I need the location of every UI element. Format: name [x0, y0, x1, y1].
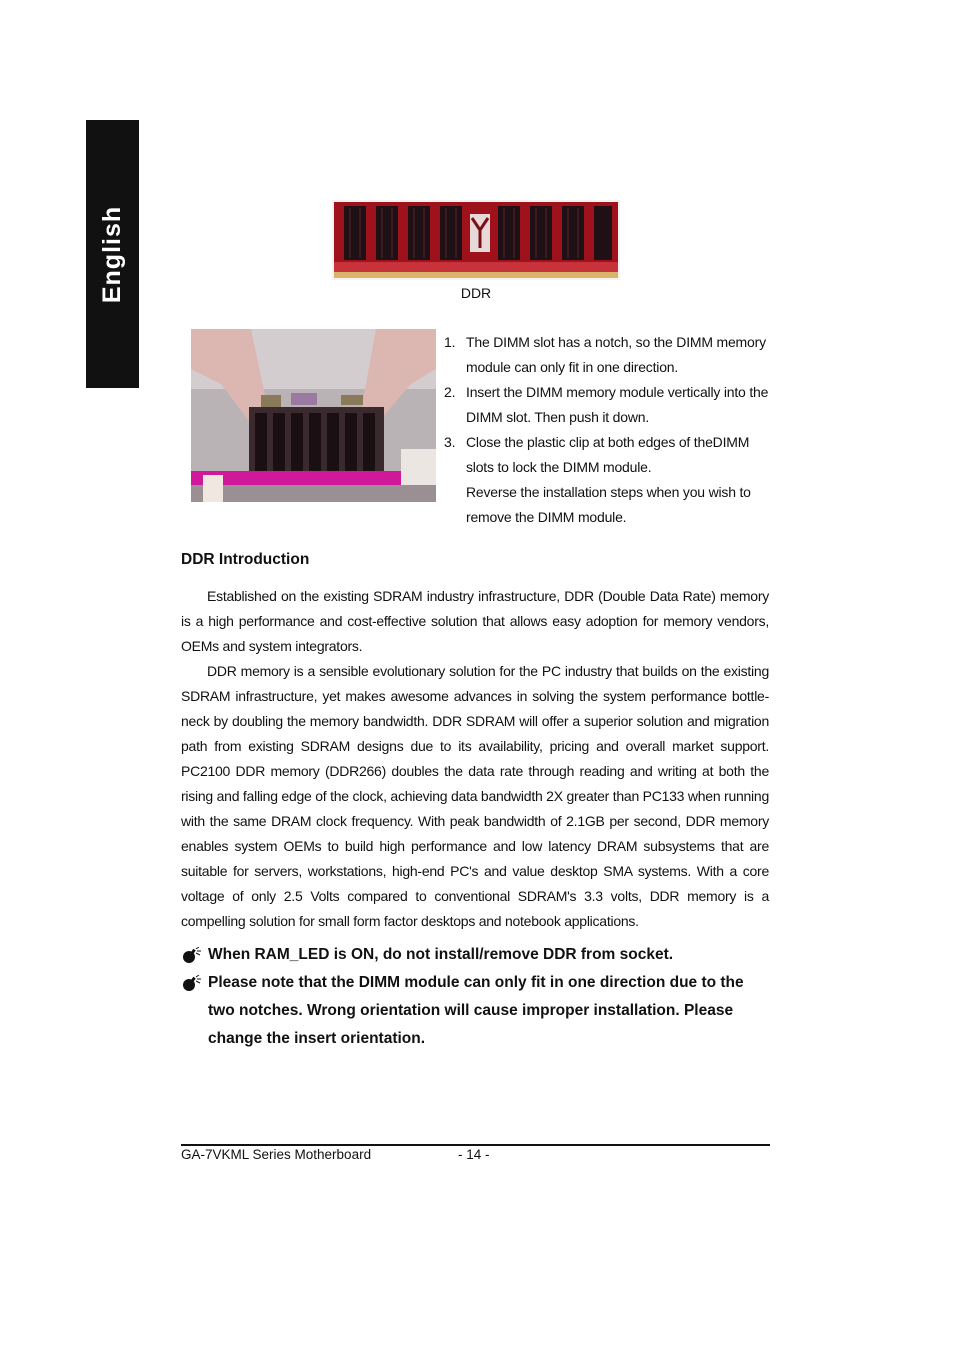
step-number: 2. — [444, 384, 456, 400]
paragraph: DDR memory is a sensible evolutionary solution for the PC industry that builds on the existing SDRAM infrastructure, yet makes awesome advances in solving the system performance bottle-neck by doubling the memory bandwidth. DDR SDRAM will offer a superior solution and migration path from existing SDRAM designs due to its availability, pricing and overall market support. PC2100 DDR memory (DDR266) doubles the data rate through reading and writing at both the rising and falling edge of the clock, achieving data bandwidth 2X greater than PC133 when running with the same DRAM clock frequency. With peak bandwidth of 2.1GB per second, DDR memory enables system OEMs to build high performance and low latency DRAM subsystems that are suitable for servers, workstations, high-end PC's and value desktop SMA systems. With a core voltage of only 2.5 Volts compared to conventional SDRAM's 3.3 volts, DDR memory is a compelling solution for small form factor desktops and notebook applications. — [181, 663, 769, 929]
footer-divider — [181, 1144, 770, 1146]
note-item — [181, 941, 771, 969]
section-body — [181, 584, 769, 934]
paragraph: Established on the existing SDRAM industry infrastructure, DDR (Double Data Rate) memory is a high performance and cost-effective solution that allows easy adoption for memory vendors, OEMs and system integrators. — [181, 588, 769, 654]
section-title: DDR Introduction — [181, 551, 310, 568]
step-text: Close the plastic clip at both edges of theDIMM slots to lock the DIMM module. — [466, 434, 750, 475]
bomb-icon — [181, 941, 208, 969]
step-item — [444, 430, 774, 480]
ddr-module-image — [332, 200, 620, 280]
note-item — [181, 969, 771, 1053]
footer-page-number: - 14 - — [458, 1147, 490, 1162]
installation-steps — [444, 330, 774, 530]
step-number: 1. — [444, 334, 456, 350]
step-text: The DIMM slot has a notch, so the DIMM memory module can only fit in one direction. — [466, 334, 766, 375]
removal-note: Reverse the installation steps when you wish to remove the DIMM module. — [466, 484, 751, 525]
ddr-caption: DDR — [460, 285, 492, 301]
language-tab-label: English — [98, 205, 127, 303]
step-item — [444, 380, 774, 430]
note-text: Please note that the DIMM module can only fit in one direction due to the two notches. Wrong orientation will cause improper installation. Please change the insert orientation. — [208, 974, 744, 1047]
bomb-icon — [181, 969, 208, 1053]
footer-product: GA-7VKML Series Motherboard — [181, 1147, 372, 1162]
language-tab — [86, 120, 139, 388]
step-number: 3. — [444, 434, 456, 450]
step-text: Insert the DIMM memory module vertically into the DIMM slot. Then push it down. — [466, 384, 769, 425]
warning-notes — [181, 941, 771, 1053]
step-item — [444, 330, 774, 380]
dimm-installation-photo — [191, 329, 436, 502]
note-text: When RAM_LED is ON, do not install/remove DDR from socket. — [208, 946, 674, 963]
